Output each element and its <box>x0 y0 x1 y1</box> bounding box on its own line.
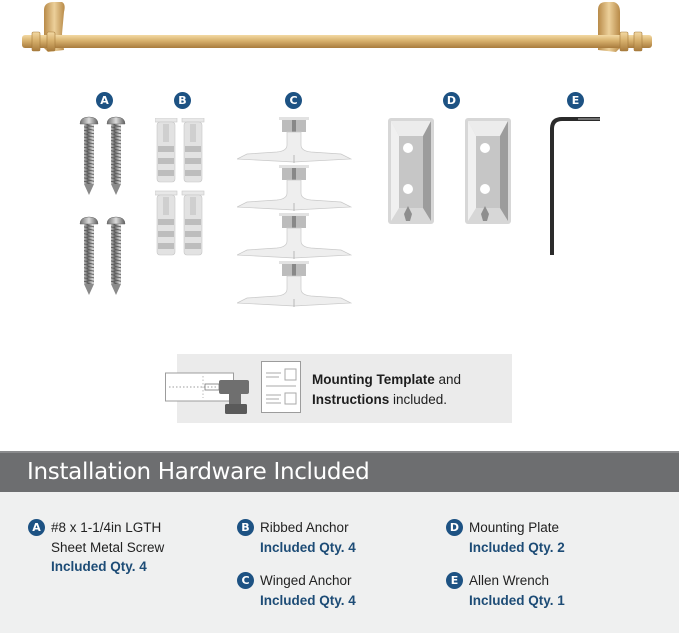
legend-item-c <box>241 571 356 610</box>
template-note-bold2: Instructions <box>312 392 390 407</box>
part-badge-b: B <box>174 92 191 109</box>
part-qty-b: Included Qty. 4 <box>260 539 356 555</box>
legend-item-b <box>241 518 356 557</box>
template-note-bold1: Mounting Template <box>312 372 435 387</box>
part-qty-e: Included Qty. 1 <box>469 592 565 608</box>
part-qty-c: Included Qty. 4 <box>260 592 356 608</box>
screws-image <box>78 115 134 310</box>
mounting-plates-image <box>388 118 518 226</box>
template-info-box <box>177 354 512 423</box>
winged-anchors-image <box>237 117 352 307</box>
legend-item-d <box>449 518 565 557</box>
towel-bar-image <box>0 0 679 70</box>
part-qty-a: Included Qty. 4 <box>51 559 147 574</box>
part-badge-e: E <box>567 92 584 109</box>
section-title: Installation Hardware Included <box>27 459 370 485</box>
legend-badge-e: E <box>446 572 463 589</box>
part-badge-d: D <box>443 92 460 109</box>
parts-legend <box>0 492 679 633</box>
template-note <box>312 370 461 410</box>
template-note-text2: included. <box>389 392 448 407</box>
part-badge-a: A <box>96 92 113 109</box>
legend-badge-a: A <box>28 519 45 536</box>
legend-item-a <box>32 518 165 577</box>
part-name-a-line2: Sheet Metal Screw <box>51 539 165 555</box>
legend-badge-d: D <box>446 519 463 536</box>
allen-wrench-image <box>548 115 603 260</box>
legend-badge-b: B <box>237 519 254 536</box>
template-note-text1: and <box>434 372 462 387</box>
part-name-a: #8 x 1-1/4in LGTH <box>51 520 162 535</box>
legend-badge-c: C <box>237 572 254 589</box>
part-badge-c: C <box>285 92 302 109</box>
ribbed-anchors-image <box>155 118 215 263</box>
part-name-d: Mounting Plate <box>469 520 560 535</box>
part-name-c: Winged Anchor <box>260 573 352 588</box>
legend-item-e <box>450 571 565 610</box>
section-header <box>0 451 679 492</box>
instructions-doc-icon <box>261 361 301 413</box>
part-qty-d: Included Qty. 2 <box>469 539 565 555</box>
part-name-e: Allen Wrench <box>469 573 550 588</box>
drill-template-icon <box>165 368 255 416</box>
part-name-b: Ribbed Anchor <box>260 520 349 535</box>
